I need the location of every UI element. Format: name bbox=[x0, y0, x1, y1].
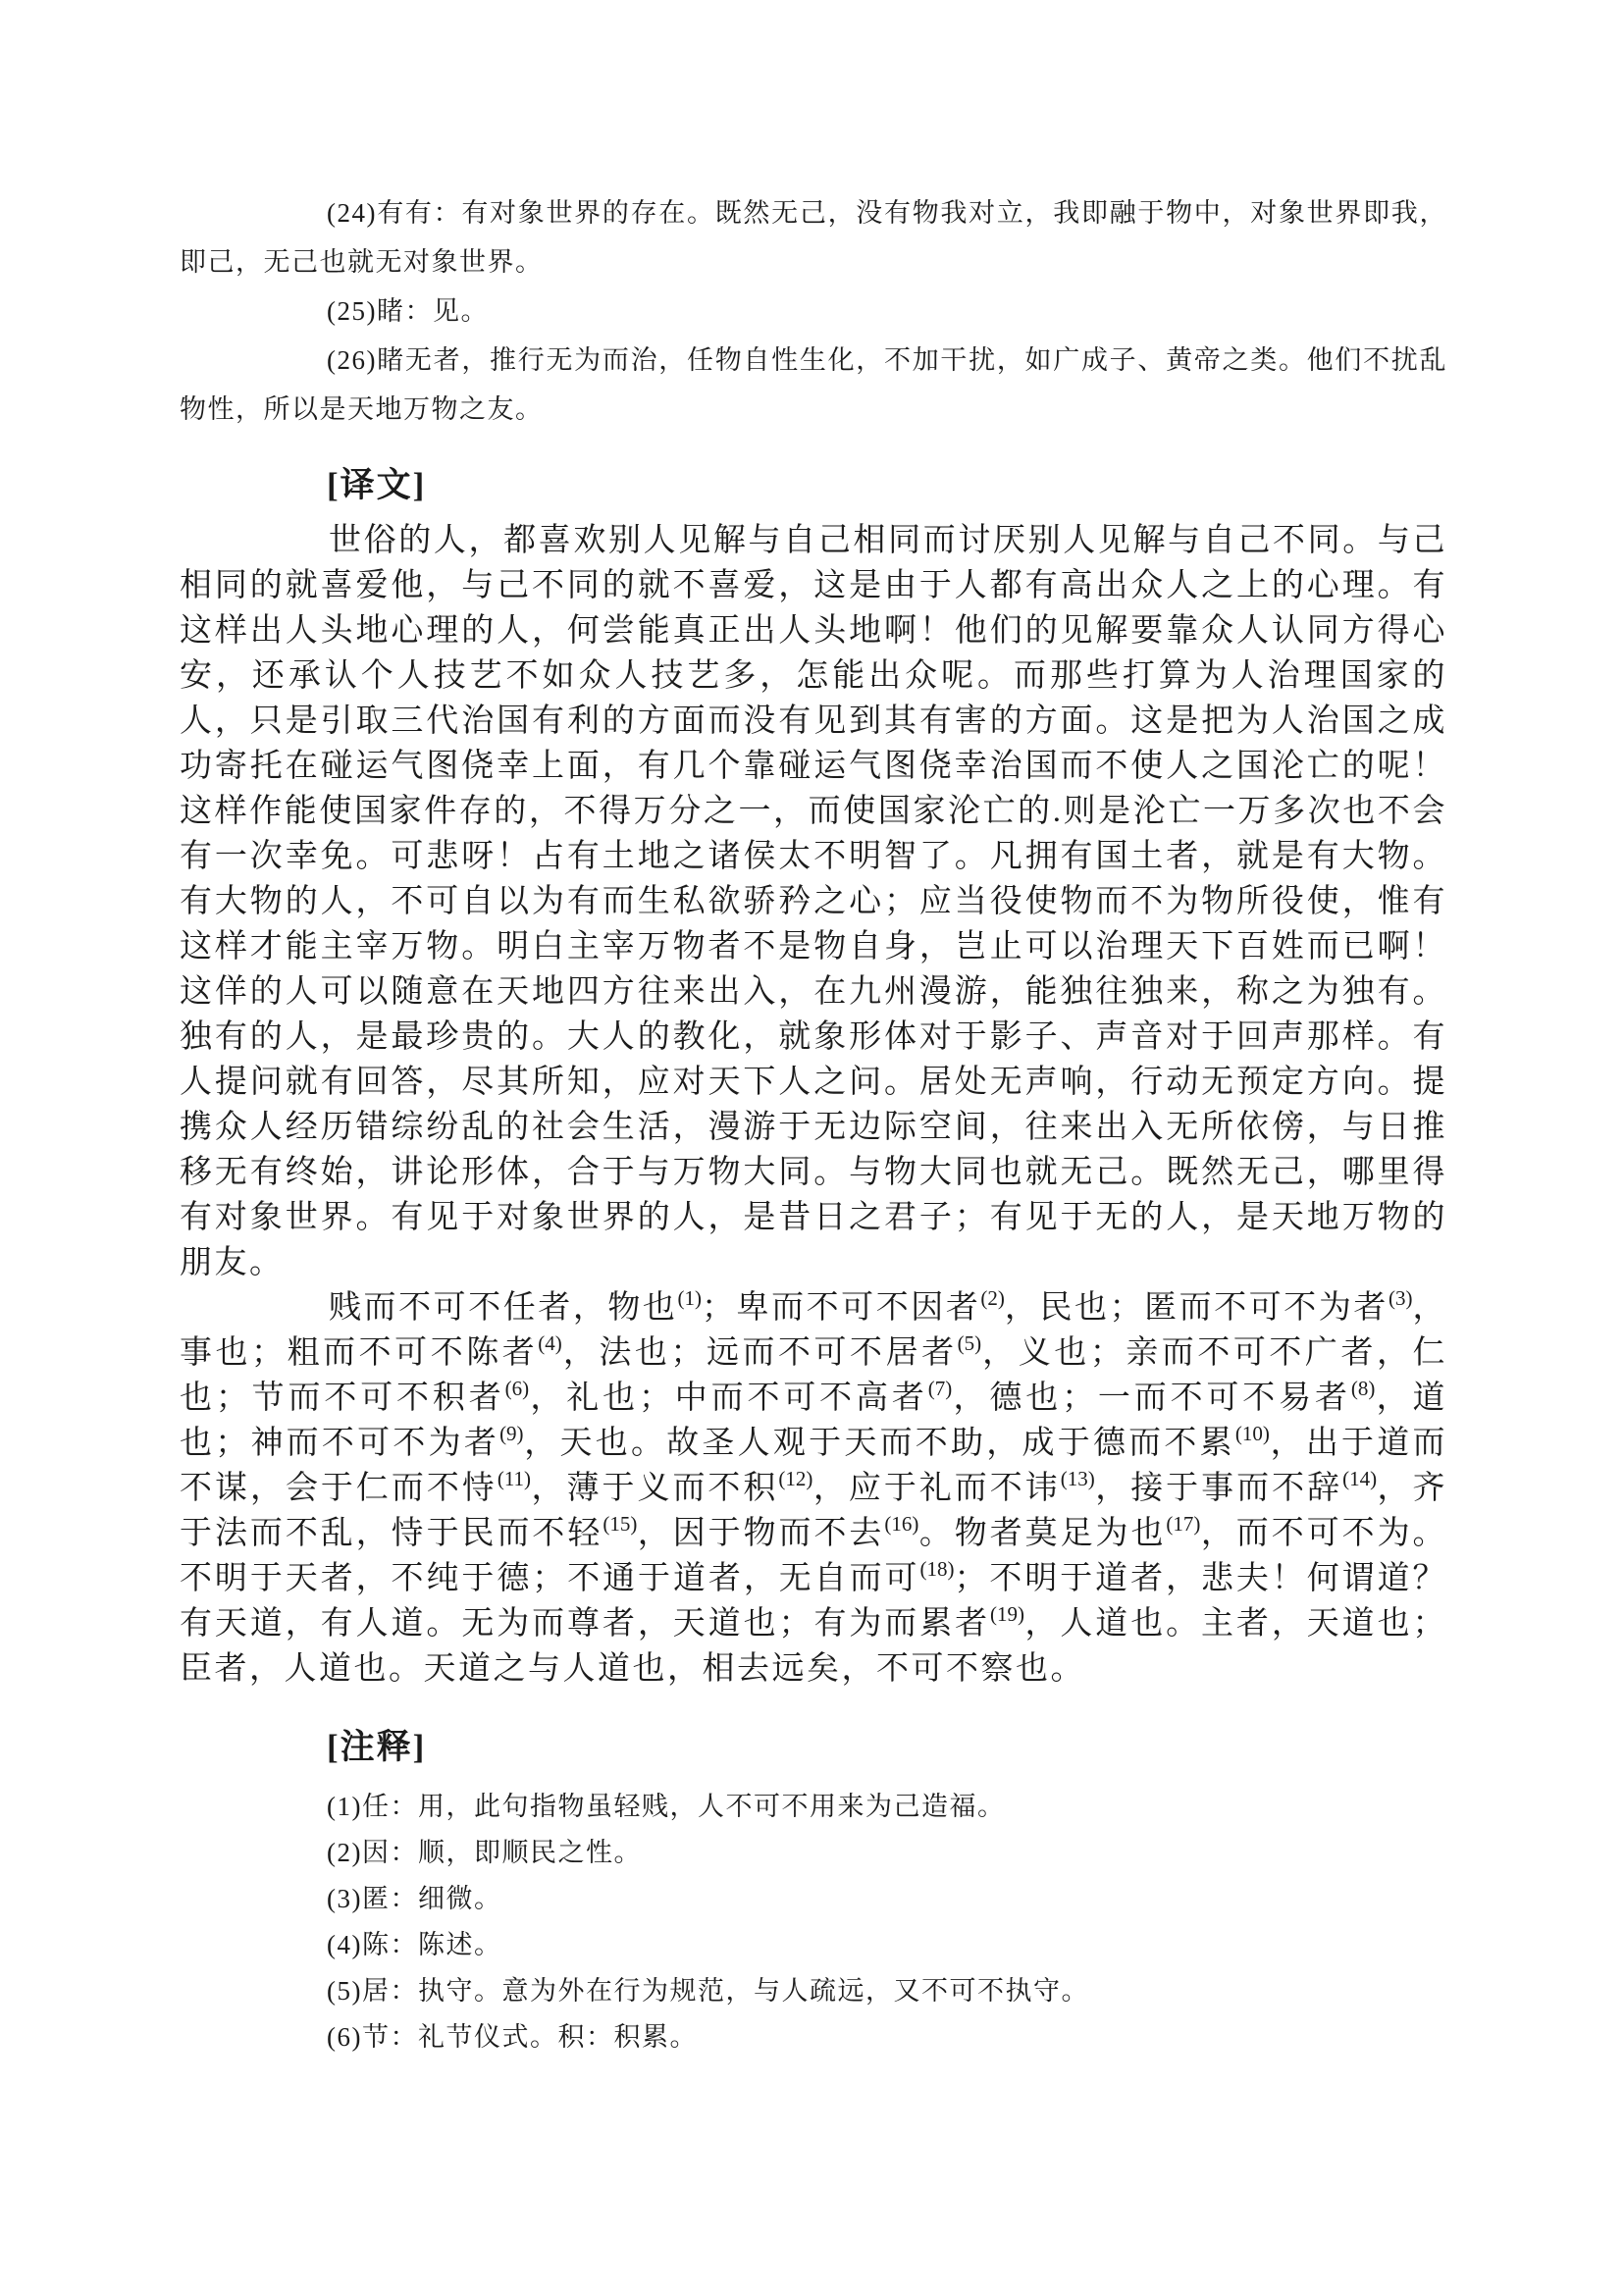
top-notes-section bbox=[180, 188, 1447, 434]
translation-paragraph-2: 贱而不可不任者，物也$^{(1)}$；卑而不可不因者$^{(2)}$，民也；匿而不可不为者$^{(3)}$，事也；粗而不可不陈者$^{(4)}$，法也；远而不可不居者$^{(5)}$，义也；亲而不可不广者，仁也；节而不可不积者$^{(6)}$，礼也；中而不可不高者$^{(7)}$，德也；一而不可不易者$^{(8)}$，道也；神而不可不为者$^{(9)}$，天也。故圣人观于天而不助，成于德而不累$^{(10)}$，出于道而不谋，会于仁而不恃$^{(11)}$，薄于义而不积$^{(12)}$，应于礼而不讳$^{(13)}$，接于事而不辞$^{(14)}$，齐于法而不乱，恃于民而不轻$^{(15)}$，因于物而不去$^{(16)}$。物者莫足为也$^{(17)}$，而不可不为。不明于天者，不纯于德；不通于道者，无自而可$^{(18)}$；不明于道者，悲夫！何谓道？有天道，有人道。无为而尊者，天道也；有为而累者$^{(19)}$，人道也。主者，天道也；臣者，人道也。天道之与人道也，相去远矣，不可不察也。 bbox=[180, 1286, 1448, 1687]
annotation-item-4: (4)陈：陈述。 bbox=[327, 1930, 502, 1959]
translation-heading: [译文] bbox=[327, 466, 427, 504]
translation-paragraph-1: 世俗的人，都喜欢别人见解与自己相同而讨厌别人见解与自己不同。与己相同的就喜爱他，与己不同的就不喜爱，这是由于人都有高出众人之上的心理。有这样出人头地心理的人，何尝能真正出人头地啊！他们的见解要靠众人认同方得心安，还承认个人技艺不如众人技艺多，怎能出众呢。而那些打算为人治理国家的人，只是引取三代治国有利的方面而没有见到其有害的方面。这是把为人治国之成功寄托在碰运气图侥幸上面，有几个靠碰运气图侥幸治国而不使人之国沦亡的呢！这样作能使国家件存的，不得万分之一，而使国家沦亡的.则是沦亡一万多次也不会有一次幸免。可悲呀！占有土地之诸侯太不明智了。凡拥有国土者，就是有大物。有大物的人，不可自以为有而生私欲骄矜之心；应当役使物而不为物所役使，惟有这样才能主宰万物。明白主宰万物者不是物自身，岂止可以治理天下百姓而已啊！这佯的人可以随意在天地四方往来出入，在九州漫游，能独往独来，称之为独有。独有的人，是最珍贵的。大人的教化，就象形体对于影子、声音对于回声那样。有人提问就有回答，尽其所知，应对天下人之问。居处无声响，行动无预定方向。提携众人经历错综纷乱的社会生活，漫游于无边际空间，往来出入无所依傍，与日推移无有终始，讲论形体，合于与万物大同。与物大同也就无己。既然无己，哪里得有对象世界。有见于对象世界的人，是昔日之君子；有见于无的人，是天地万物的朋友。 bbox=[180, 523, 1447, 1280]
top-note-26: (26)睹无者，推行无为而治，任物自性生化，不加干扰，如广成子、黄帝之类。他们不扰乱物性，所以是天地万物之友。 bbox=[180, 345, 1447, 424]
annotation-item-1: (1)任：用，此句指物虽轻贱，人不可不用来为己造福。 bbox=[327, 1792, 1006, 1821]
annotation-heading: [注释] bbox=[327, 1728, 427, 1766]
top-note-24: (24)有有：有对象世界的存在。既然无己，没有物我对立，我即融于物中，对象世界即我，即己，无己也就无对象世界。 bbox=[180, 198, 1447, 277]
annotation-item-3: (3)匿：细微。 bbox=[327, 1884, 502, 1913]
annotation-item-6: (6)节：礼节仪式。积：积累。 bbox=[327, 2022, 698, 2052]
annotation-list bbox=[180, 1784, 1447, 2060]
annotation-item-2: (2)因：顺，即顺民之性。 bbox=[327, 1838, 642, 1867]
annotation-item-5: (5)居：执守。意为外在行为规范，与人疏远，又不可不执守。 bbox=[327, 1976, 1089, 2006]
top-note-25: (25)睹：见。 bbox=[327, 296, 489, 326]
